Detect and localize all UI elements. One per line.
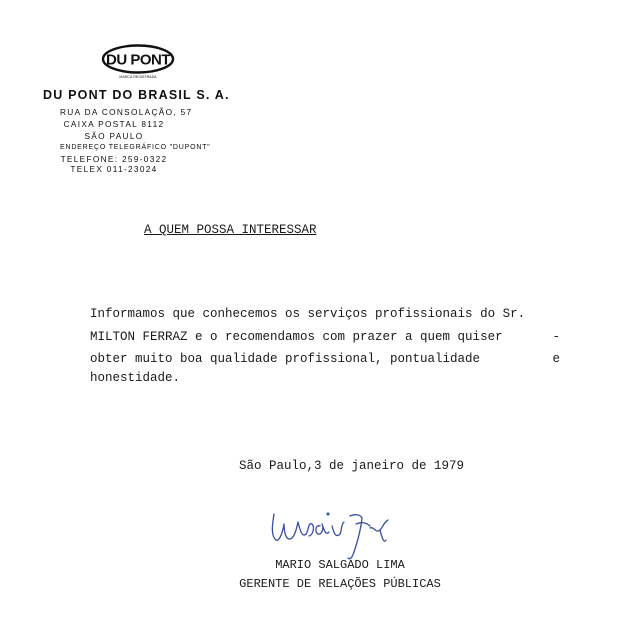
dupont-logo — [101, 44, 175, 80]
paragraph-line-text: MILTON FERRAZ e o recomendamos com prazer a quem quiser — [90, 330, 503, 344]
paragraph-line — [90, 371, 560, 385]
address-street: RUA DA CONSOLAÇÃO, 57 — [60, 107, 193, 117]
signer-title: GERENTE DE RELAÇÕES PÚBLICAS — [239, 577, 441, 591]
handwritten-signature — [262, 500, 412, 564]
signer-name: MARIO SALGADO LIMA — [275, 558, 405, 572]
paragraph-line — [90, 352, 560, 366]
date-line: São Paulo,3 de janeiro de 1979 — [239, 459, 465, 473]
address-telex: TELEX 011-23024 — [70, 164, 158, 174]
logo-caption: MARCA REGISTRADA — [119, 75, 157, 79]
company-name: DU PONT DO BRASIL S. A. — [43, 88, 230, 102]
paragraph-line-end: e — [552, 352, 560, 366]
paragraph-line-text: Informamos que conhecemos os serviços profissionais do Sr. — [90, 307, 526, 321]
paragraph-line — [90, 307, 560, 321]
address-telegraph: ENDEREÇO TELEGRÁFICO "DUPONT" — [60, 144, 211, 151]
paragraph-line-text: honestidade. — [90, 371, 181, 385]
paragraph-line-text: obter muito boa qualidade profissional, pontualidade — [90, 352, 481, 366]
address-phone: TELEFONE: 259-0322 — [60, 154, 168, 164]
letter-heading: A QUEM POSSA INTERESSAR — [144, 223, 317, 237]
paragraph-line — [90, 330, 560, 344]
logo-wordmark: DU PONT — [106, 51, 170, 69]
paragraph-line-end: - — [552, 330, 560, 344]
address-po-box: CAIXA POSTAL 8112 — [63, 119, 165, 129]
address-city: SÃO PAULO — [84, 131, 144, 141]
